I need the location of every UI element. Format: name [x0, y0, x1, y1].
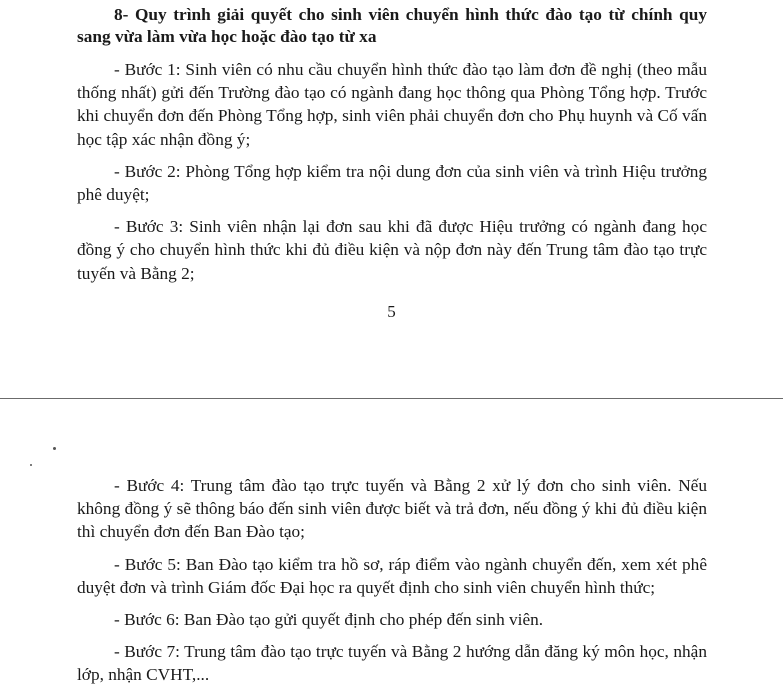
page-top-text	[77, 4, 707, 294]
step-3-paragraph: - Bước 3: Sinh viên nhận lại đơn sau khi đã được Hiệu trưởng có ngành đang học đồng ý cho chuyển hình thức khi đủ điều kiện và nộp đơn này đến Trung tâm đào tạo trực tuyến và Bằng 2;	[77, 217, 707, 283]
page-number: 5	[387, 302, 396, 321]
document-page-bottom	[0, 400, 783, 691]
step-1-paragraph: - Bước 1: Sinh viên có nhu cầu chuyển hình thức đào tạo làm đơn đề nghị (theo mẫu thống nhất) gửi đến Trường đào tạo có ngành đang học thông qua Phòng Tổng hợp. Trước khi chuyển đơn đến Phòng Tổng hợp, sinh viên phải chuyển đơn cho Phụ huynh và Cố vấn học tập xác nhận đồng ý;	[77, 60, 707, 149]
page-break-divider	[0, 398, 783, 399]
step-4-paragraph: - Bước 4: Trung tâm đào tạo trực tuyến và Bằng 2 xử lý đơn cho sinh viên. Nếu không đồng ý sẽ thông báo đến sinh viên được biết và trả đơn, nếu đồng ý khi đủ điều kiện thì chuyển đơn đến Ban Đào tạo;	[77, 476, 707, 542]
section-heading: 8- Quy trình giải quyết cho sinh viên chuyển hình thức đào tạo từ chính quy sang vừa làm vừa học hoặc đào tạo từ xa	[77, 5, 707, 46]
scan-speck	[30, 464, 32, 466]
step-7-paragraph: - Bước 7: Trung tâm đào tạo trực tuyến và Bằng 2 hướng dẫn đăng ký môn học, nhận lớp, nhận CVHT,...	[77, 642, 707, 685]
scan-speck	[53, 447, 56, 450]
step-6-paragraph: - Bước 6: Ban Đào tạo gửi quyết định cho phép đến sinh viên.	[114, 610, 544, 630]
step-5-paragraph: - Bước 5: Ban Đào tạo kiểm tra hồ sơ, ráp điểm vào ngành chuyển đến, xem xét phê duyệt đơn và trình Giám đốc Đại học ra quyết định cho sinh viên chuyển hình thức;	[77, 554, 707, 597]
step-2-paragraph: - Bước 2: Phòng Tổng hợp kiểm tra nội dung đơn của sinh viên và trình Hiệu trưởng phê duyệt;	[77, 161, 707, 205]
page-bottom-text	[77, 474, 707, 696]
